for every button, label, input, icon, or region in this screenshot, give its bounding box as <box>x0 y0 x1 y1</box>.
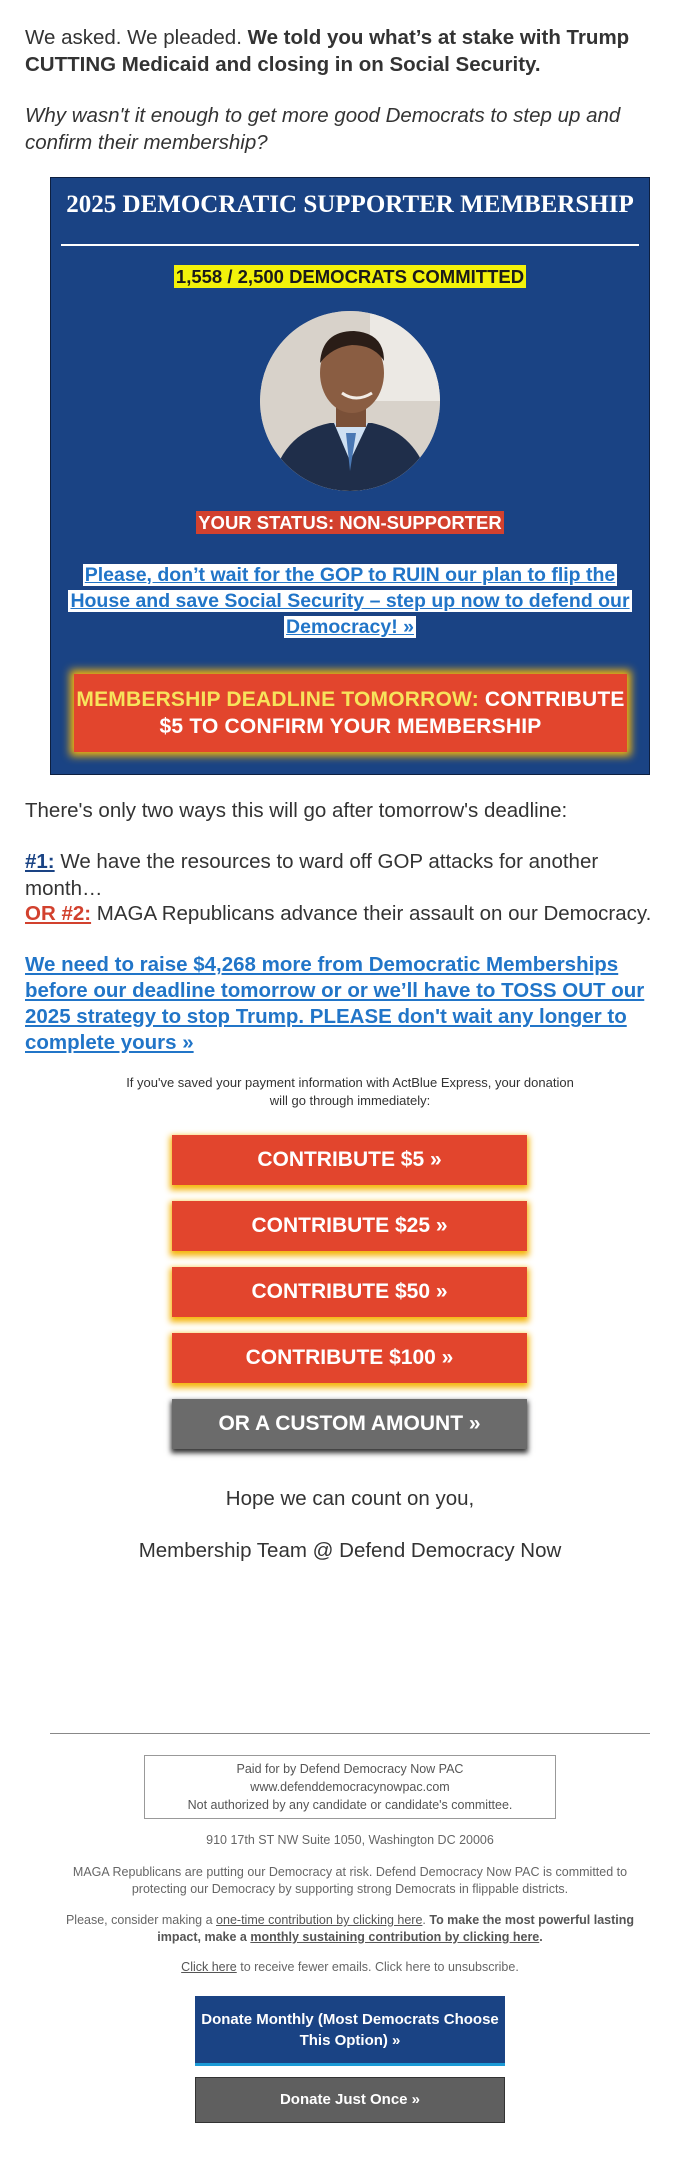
mailing-address: 910 17th ST NW Suite 1050, Washington DC 20006 <box>206 1833 494 1847</box>
not-authorized-line: Not authorized by any candidate or candidate's committee. <box>187 1798 513 1812</box>
period: . <box>539 1930 543 1944</box>
status-badge <box>51 512 649 534</box>
powerful-impact: To make the most powerful lasting impact, make a <box>157 1913 635 1944</box>
website-line: www.defenddemocracynowpac.com <box>250 1780 450 1794</box>
monthly-link[interactable]: monthly sustaining contribution by clicking here <box>250 1930 540 1944</box>
consider-mid: . <box>422 1913 430 1927</box>
contribute-50-button[interactable]: CONTRIBUTE $50 » <box>172 1267 527 1317</box>
option-two <box>25 900 680 927</box>
footer-divider <box>50 1733 650 1734</box>
signature: Membership Team @ Defend Democracy Now <box>138 1539 562 1562</box>
option-two-text: MAGA Republicans advance their assault on our Democracy. <box>91 902 652 925</box>
two-ways-text: There's only two ways this will go after tomorrow's deadline: <box>25 799 568 822</box>
status-badge-text: YOUR STATUS: NON-SUPPORTER <box>198 512 502 533</box>
closing-line: Hope we can count on you, <box>225 1487 475 1510</box>
mission-statement: MAGA Republicans are putting our Democracy at risk. Defend Democracy Now PAC is committed to protecting our Democracy by supporting strong Democrats in flippable districts. <box>72 1865 628 1896</box>
portrait-image <box>260 311 440 491</box>
intro-plain: We asked. We pleaded. <box>25 26 248 49</box>
candidate-photo <box>260 311 440 491</box>
membership-panel <box>50 177 650 775</box>
one-time-link[interactable]: one-time contribution by clicking here <box>216 1913 423 1927</box>
intro-question: Why wasn't it enough to get more good Democrats to step up and confirm their membership? <box>25 104 621 154</box>
paid-for-disclaimer <box>144 1755 556 1819</box>
panel-title: 2025 DEMOCRATIC SUPPORTER MEMBERSHIP <box>66 191 634 218</box>
option-one-text: We have the resources to ward off GOP attacks for another month… <box>25 850 599 900</box>
raise-link[interactable]: We need to raise $4,268 more from Democratic Memberships before our deadline tomorrow or or we’ll have to TOSS OUT our 2025 strategy to stop Trump. PLEASE don't wait any longer to complete yours » <box>25 953 645 1054</box>
contribute-25-button[interactable]: CONTRIBUTE $25 » <box>172 1201 527 1251</box>
deadline-contribute-button[interactable] <box>74 674 627 752</box>
donate-monthly-button[interactable]: Donate Monthly (Most Democrats Choose This Option) » <box>195 1996 505 2066</box>
deadline-rest: CONTRIBUTE $5 TO CONFIRM YOUR MEMBERSHIP <box>159 688 625 738</box>
option-one-label[interactable]: #1: <box>25 850 55 873</box>
contribute-5-button[interactable]: CONTRIBUTE $5 » <box>172 1135 527 1185</box>
option-two-label[interactable]: OR #2: <box>25 902 92 925</box>
fewer-emails-link[interactable]: Click here <box>181 1960 237 1974</box>
fewer-emails-text: to receive fewer emails. Click here to unsubscribe. <box>236 1960 519 1974</box>
donate-once-button[interactable]: Donate Just Once » <box>195 2077 505 2123</box>
consider-prefix: Please, consider making a <box>65 1913 217 1927</box>
option-one <box>25 848 680 902</box>
committed-count <box>51 266 649 288</box>
intro-paragraph <box>25 24 675 78</box>
intro-bold: We told you what’s at stake with Trump CUTTING Medicaid and closing in on Social Security. <box>25 26 630 76</box>
contribute-100-button[interactable]: CONTRIBUTE $100 » <box>172 1333 527 1383</box>
plea-paragraph <box>63 562 637 640</box>
plea-link[interactable]: Please, don’t wait for the GOP to RUIN our plan to flip the House and save Social Security – step up now to defend our Democracy! » <box>70 564 630 638</box>
contribution-options <box>50 1912 650 1946</box>
deadline-highlight: MEMBERSHIP DEADLINE TOMORROW: <box>76 688 479 711</box>
custom-amount-button[interactable]: OR A CUSTOM AMOUNT » <box>172 1399 527 1449</box>
panel-divider <box>61 244 639 246</box>
paid-by-line: Paid for by Defend Democracy Now PAC <box>236 1762 464 1776</box>
committed-count-text: 1,558 / 2,500 DEMOCRATS COMMITTED <box>175 266 525 287</box>
actblue-express-note: If you've saved your payment information with ActBlue Express, your donation will go through immediately: <box>126 1075 574 1108</box>
fewer-emails-line <box>50 1959 650 1976</box>
